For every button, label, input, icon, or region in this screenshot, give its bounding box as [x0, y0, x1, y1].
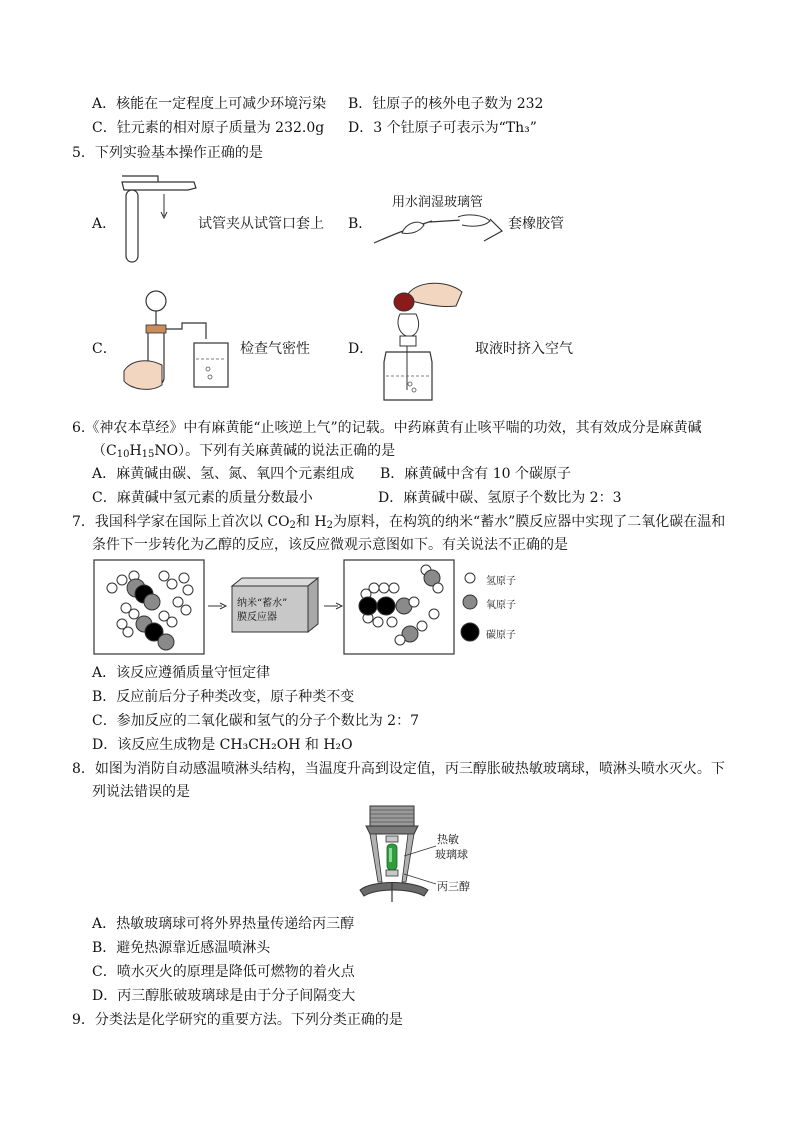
- q8-option-c: C．喷水灭火的原理是降低可燃物的着火点: [92, 964, 355, 980]
- q8-stem-line2: 列说法错误的是: [92, 784, 190, 800]
- legend-oxygen: 氧原子: [486, 600, 516, 611]
- q7-option-b: B．反应前后分子种类改变，原子种类不变: [92, 689, 355, 705]
- q4-option-b: B．钍原子的核外电子数为 232: [348, 96, 544, 112]
- q5-b-letter: B．: [348, 216, 373, 232]
- label-glass-ball-1: 热敏: [437, 833, 459, 846]
- glass-tube-rubber-hose-figure: [372, 205, 512, 250]
- q4-option-c: C．钍元素的相对原子质量为 232.0g: [92, 120, 325, 136]
- dropper-bottle-figure: [378, 278, 468, 403]
- q5-d-letter: D．: [348, 341, 374, 357]
- label-glycerol: 丙三醇: [437, 880, 470, 893]
- label-leader-lines: [400, 836, 440, 896]
- q6-option-a: A．麻黄碱由碳、氢、氮、氧四个元素组成: [92, 466, 355, 482]
- q8-option-d: D．丙三醇胀破玻璃球是由于分子间隔变大: [92, 988, 356, 1004]
- q7-stem-line1: 7．我国科学家在国际上首次以 $CO_2$和 $H_2$为原料，在构筑的纳米“蓄水”膜反应器中实现了二氧化碳在温和: [72, 514, 726, 531]
- legend-carbon: 碳原子: [486, 630, 516, 641]
- legend-hydrogen: 氢原子: [486, 576, 516, 587]
- q5-a-letter: A．: [92, 216, 117, 232]
- q5-a-caption: 试管夹从试管口套上: [198, 216, 324, 232]
- reactor-label-line1: 纳米“蓄水”: [237, 598, 288, 609]
- q9-stem: 9．分类法是化学研究的重要方法。下列分类正确的是: [72, 1012, 403, 1028]
- q5-stem: 5．下列实验基本操作正确的是: [72, 145, 263, 161]
- reactor-label-line2: 膜反应器: [237, 612, 277, 623]
- q4-option-a: A．核能在一定程度上可减少环境污染: [92, 96, 327, 112]
- q6-option-b: B．麻黄碱中含有 10 个碳原子: [380, 466, 572, 482]
- label-glass-ball-2: 玻璃球: [435, 848, 468, 861]
- q8-option-b: B．避免热源靠近感温喷淋头: [92, 940, 271, 956]
- airtightness-check-figure: [120, 285, 240, 400]
- q6-stem-line1: 6.《神农本草经》中有麻黄能“止咳逆上气”的记载。中药麻黄有止咳平喘的功效，其有效成分是麻黄碱: [72, 420, 702, 436]
- q6-option-d: D．麻黄碱中碳、氢原子个数比为 2：3: [378, 490, 622, 506]
- q7-option-d: D．该反应生成物是 CH₃CH₂OH 和 H₂O: [92, 737, 353, 753]
- q5-d-caption: 取液时挤入空气: [475, 341, 573, 357]
- q6-option-c: C．麻黄碱中氢元素的质量分数最小: [92, 490, 313, 506]
- q4-option-d: D．3 个钍原子可表示为“Th₃”: [348, 120, 537, 136]
- q8-option-a: A．热敏玻璃球可将外界热量传递给丙三醇: [92, 916, 355, 932]
- q8-stem-line1: 8．如图为消防自动感温喷淋头结构，当温度升高到设定值，丙三醇胀破热敏玻璃球，喷淋头喷水灭火。下: [72, 761, 725, 777]
- q7-option-c: C．参加反应的二氧化碳和氢气的分子个数比为 2：7: [92, 713, 419, 729]
- q5-b-caption: 套橡胶管: [508, 216, 564, 232]
- q7-stem-line2: 条件下一步转化为乙醇的反应，该反应微观示意图如下。有关说法不正确的是: [92, 537, 568, 553]
- q5-c-caption: 检查气密性: [240, 341, 310, 357]
- q5-c-letter: C．: [92, 341, 117, 357]
- q7-option-a: A．该反应遵循质量守恒定律: [92, 665, 271, 681]
- q6-stem-line2: $(C_{10}H_{15}NO)$。下列有关麻黄碱的说法正确的是: [92, 443, 396, 460]
- test-tube-clamp-figure: [118, 172, 198, 272]
- q5-b-top-label: 用水润湿玻璃管: [392, 195, 484, 210]
- reaction-micro-diagram: [92, 558, 532, 658]
